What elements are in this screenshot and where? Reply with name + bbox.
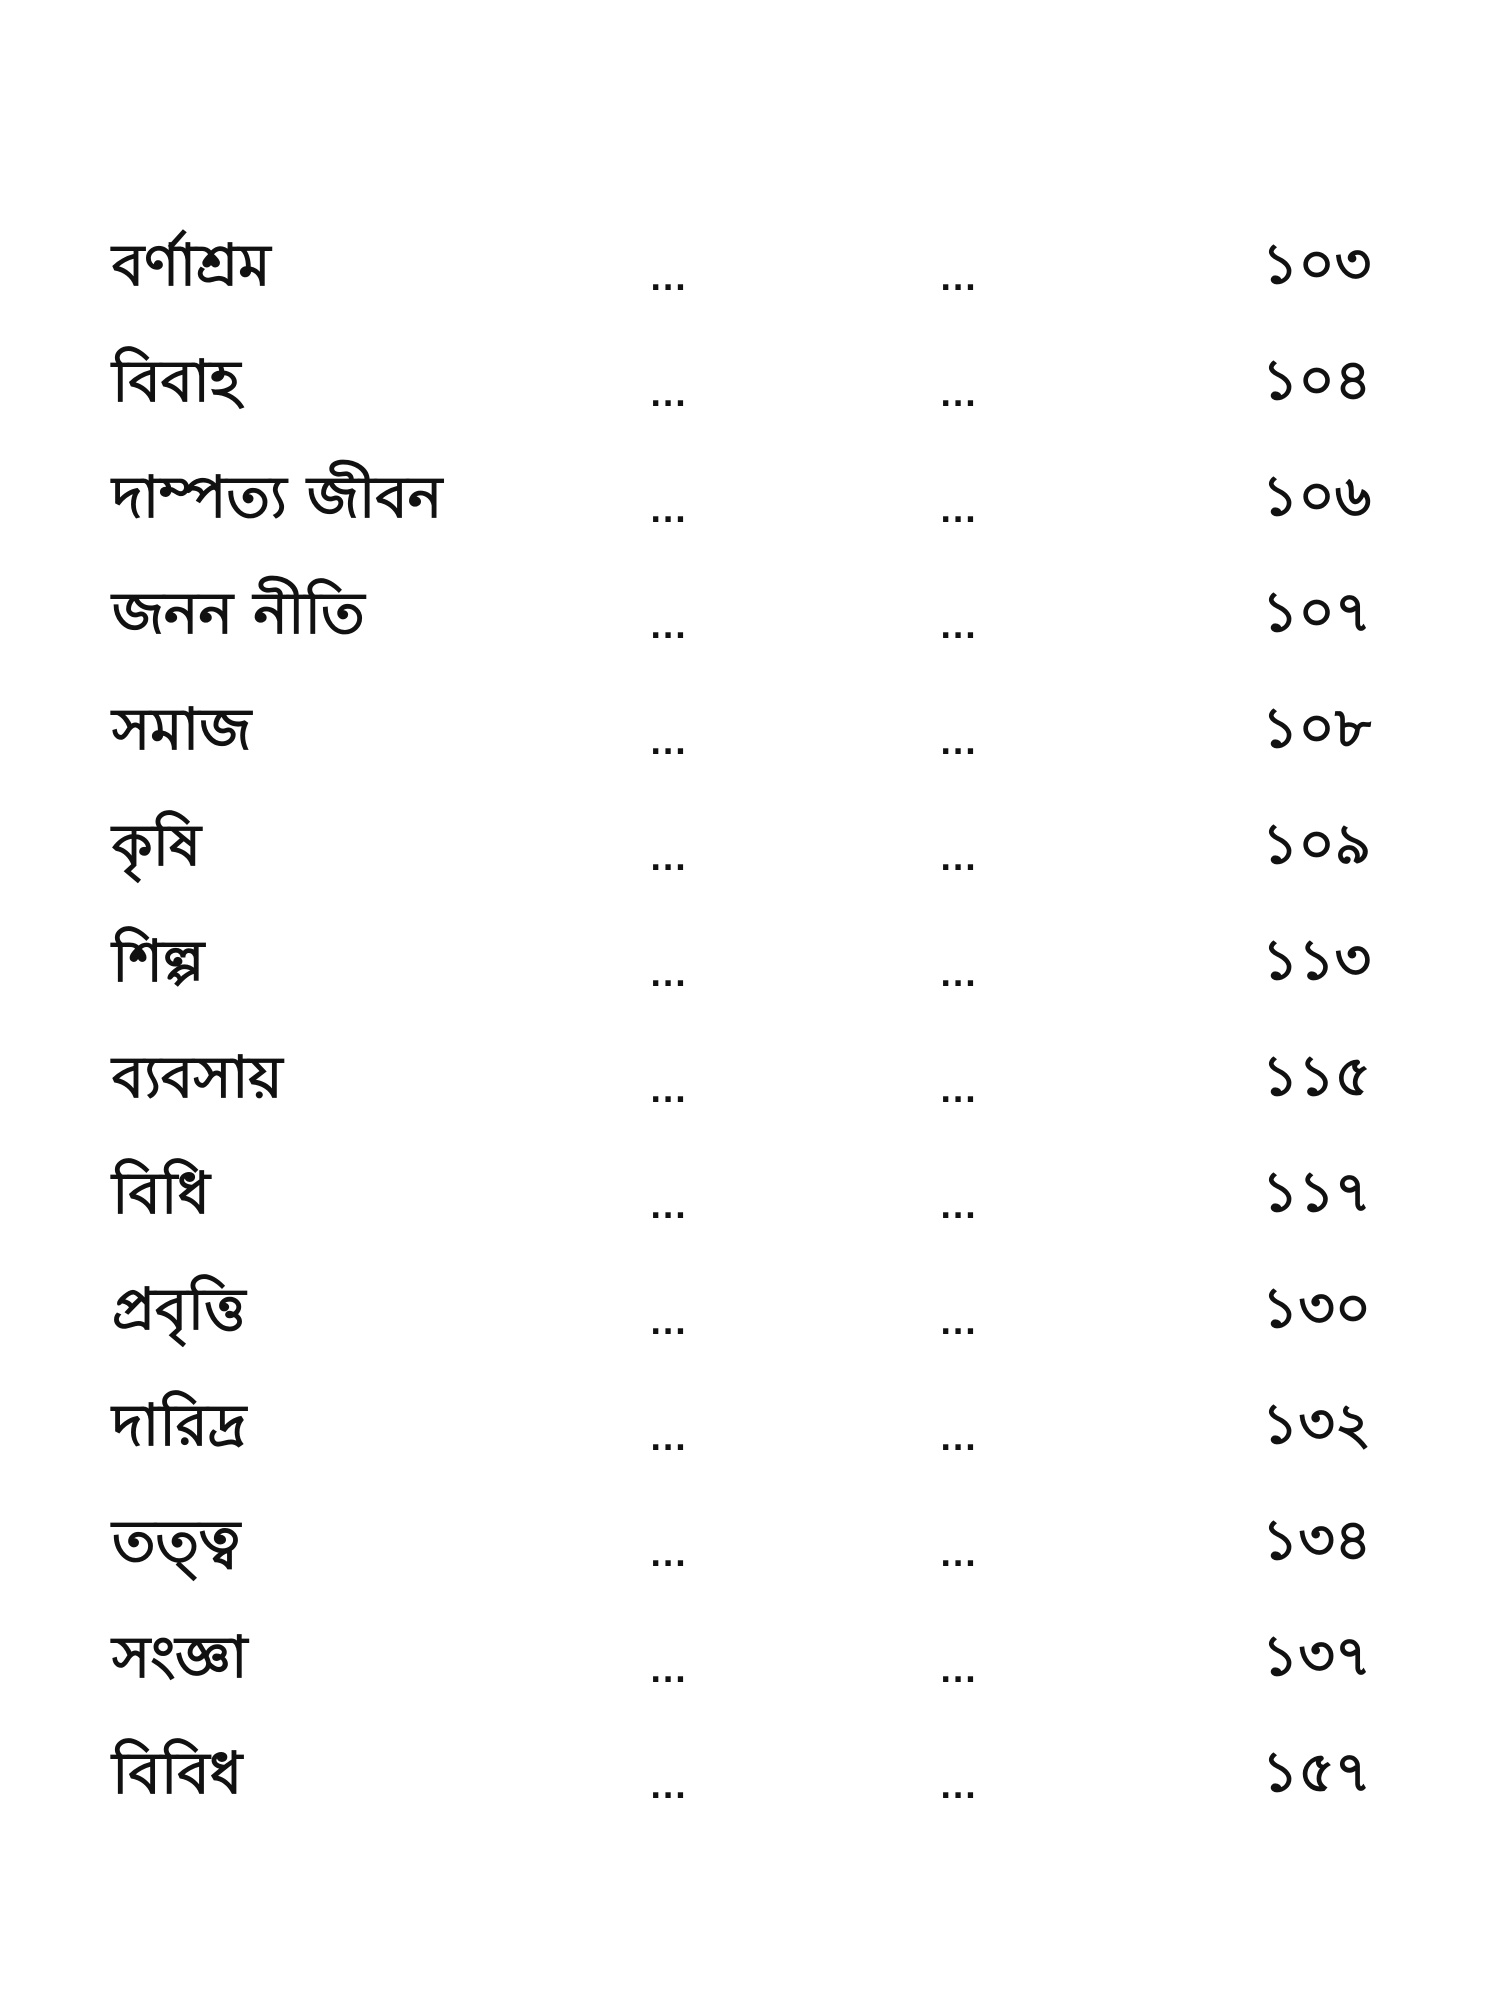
toc-row (0, 326, 1500, 436)
toc-leader-dots: ... (940, 959, 978, 994)
toc-leader-dots: ... (650, 611, 688, 646)
toc-leader-dots: ... (650, 1307, 688, 1342)
toc-entry-title: শিল্প (112, 927, 205, 995)
toc-entry-title: দারিদ্র (112, 1391, 247, 1459)
toc-entry-title: বিধি (112, 1159, 210, 1227)
toc-row (0, 1254, 1500, 1364)
toc-entry-title: বিবিধ (112, 1739, 243, 1807)
toc-page-number: ১০৭ (1262, 580, 1372, 645)
toc-entry-title: তত্ত্ব (112, 1507, 241, 1575)
toc-entry-title: সমাজ (112, 695, 252, 763)
toc-page-number: ১০৬ (1262, 464, 1372, 529)
toc-entry-title: জনন নীতি (112, 579, 365, 647)
toc-leader-dots: ... (650, 959, 688, 994)
toc-row (0, 674, 1500, 784)
toc-leader-dots: ... (940, 1191, 978, 1226)
toc-leader-dots: ... (940, 1423, 978, 1458)
toc-page-number: ১৩০ (1262, 1276, 1372, 1341)
toc-leader-dots: ... (940, 495, 978, 530)
toc-page-number: ১১৭ (1262, 1160, 1372, 1225)
toc-entry-title: সংজ্ঞা (112, 1623, 248, 1691)
toc-page-number: ১১৩ (1262, 928, 1372, 993)
toc-leader-dots: ... (940, 843, 978, 878)
toc-entry-title: প্রবৃত্তি (112, 1275, 246, 1343)
toc-leader-dots: ... (940, 1655, 978, 1690)
toc-leader-dots: ... (650, 1075, 688, 1110)
toc-page-number: ১০৮ (1262, 696, 1372, 761)
toc-leader-dots: ... (650, 1771, 688, 1806)
toc-entry-title: বর্ণাশ্রম (112, 231, 271, 299)
toc-row (0, 1486, 1500, 1596)
toc-entry-title: ব্যবসায় (112, 1043, 283, 1111)
toc-row (0, 790, 1500, 900)
toc-entry-title: দাম্পত্য জীবন (112, 463, 443, 531)
toc-leader-dots: ... (650, 379, 688, 414)
toc-entry-title: বিবাহ (112, 347, 241, 415)
toc-leader-dots: ... (940, 1307, 978, 1342)
toc-row (0, 906, 1500, 1016)
toc-row (0, 1370, 1500, 1480)
toc-leader-dots: ... (650, 263, 688, 298)
toc-leader-dots: ... (650, 1191, 688, 1226)
toc-page-number: ১৩২ (1262, 1392, 1372, 1457)
toc-row (0, 1602, 1500, 1712)
toc-row (0, 1022, 1500, 1132)
toc-row (0, 1138, 1500, 1248)
toc-leader-dots: ... (940, 1539, 978, 1574)
toc-leader-dots: ... (650, 495, 688, 530)
toc-page-number: ১০৩ (1262, 232, 1372, 297)
toc-page-number: ১৩৭ (1262, 1624, 1372, 1689)
toc-leader-dots: ... (650, 1655, 688, 1690)
toc-leader-dots: ... (650, 727, 688, 762)
toc-leader-dots: ... (650, 1539, 688, 1574)
toc-page-number: ১০৯ (1262, 812, 1372, 877)
toc-page-number: ১৩৪ (1262, 1508, 1372, 1573)
toc-leader-dots: ... (940, 611, 978, 646)
toc-page-number: ১১৫ (1262, 1044, 1372, 1109)
toc-row (0, 558, 1500, 668)
toc-entry-title: কৃষি (112, 811, 202, 879)
toc-leader-dots: ... (940, 1771, 978, 1806)
toc-leader-dots: ... (940, 263, 978, 298)
toc-page-number: ১৫৭ (1262, 1740, 1372, 1805)
toc-row (0, 210, 1500, 320)
toc-leader-dots: ... (940, 379, 978, 414)
toc-leader-dots: ... (940, 727, 978, 762)
toc-page-number: ১০৪ (1262, 348, 1372, 413)
toc-leader-dots: ... (650, 1423, 688, 1458)
toc-leader-dots: ... (940, 1075, 978, 1110)
toc-row (0, 442, 1500, 552)
toc-row (0, 1718, 1500, 1828)
toc-leader-dots: ... (650, 843, 688, 878)
